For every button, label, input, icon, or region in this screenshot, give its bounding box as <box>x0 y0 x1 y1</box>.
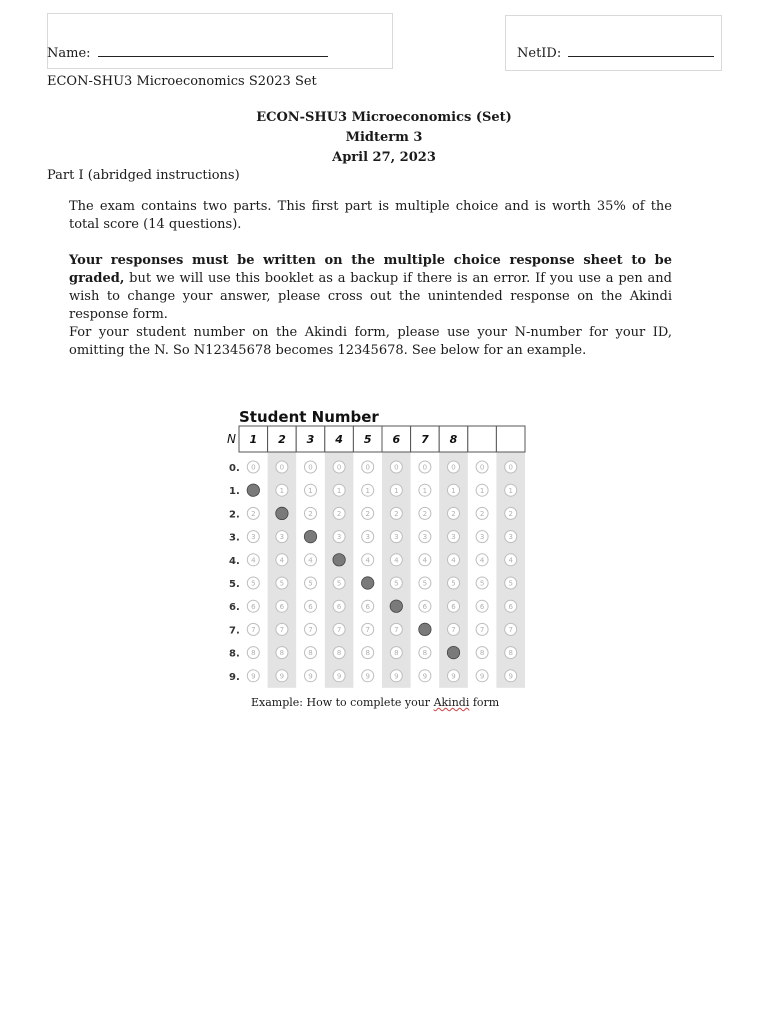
bubble-digit: 5 <box>394 579 399 588</box>
paragraph-parts: The exam contains two parts. This first part is multiple choice and is worth 35% of the total score (14 questions). <box>69 199 672 232</box>
bubble-digit: 0 <box>479 463 485 472</box>
bubble-digit: 4 <box>508 556 513 565</box>
header-digit: 3 <box>306 433 315 446</box>
header-box <box>468 426 497 452</box>
netid-blank <box>568 44 714 57</box>
header-digit: 4 <box>335 433 343 446</box>
row-label: 3. <box>229 532 240 544</box>
bubble-digit: 6 <box>479 602 485 611</box>
bubble-digit: 1 <box>508 486 513 495</box>
bubble-digit: 2 <box>308 510 313 518</box>
bubble-digit: 7 <box>308 626 313 634</box>
bubble-digit: 0 <box>394 463 399 472</box>
bubble-digit: 6 <box>508 602 513 611</box>
bubble-digit: 6 <box>336 602 342 611</box>
bubble-digit: 2 <box>394 510 399 518</box>
bubble-digit: 2 <box>365 510 370 518</box>
bubble-digit: 3 <box>479 533 485 542</box>
bubble-digit: 1 <box>308 486 313 495</box>
bubble-digit: 9 <box>365 672 370 681</box>
bubble-digit: 5 <box>279 579 285 588</box>
bubble-digit: 0 <box>308 463 313 472</box>
bubble-digit: 3 <box>279 533 285 542</box>
bubble-digit: 7 <box>394 626 399 634</box>
header-digit: 1 <box>249 433 258 446</box>
header-digit: 5 <box>363 433 372 446</box>
bubble-digit: 3 <box>394 533 399 542</box>
caption-text-after: form <box>469 696 500 709</box>
name-field[interactable] <box>47 44 328 61</box>
bubble-digit: 2 <box>422 510 428 518</box>
bubble-digit: 8 <box>479 649 485 658</box>
filled-bubble <box>276 507 288 519</box>
bubble-digit: 6 <box>365 602 370 611</box>
header-digit: 2 <box>278 433 286 446</box>
bubble-digit: 2 <box>508 510 513 518</box>
bubble-digit: 1 <box>394 486 399 495</box>
netid-label: NetID: <box>517 46 562 61</box>
bubble-digit: 8 <box>279 649 285 658</box>
row-label: 1. <box>229 486 240 498</box>
paragraph-student-number: For your student number on the Akindi form, please use your N-number for your ID, omitting the N. So N12345678 becomes 12345678. See below for an example. <box>69 325 672 358</box>
bubble-digit: 7 <box>365 626 370 634</box>
bubble-digit: 2 <box>479 510 485 518</box>
bubble-digit: 4 <box>394 556 399 565</box>
bubble-digit: 4 <box>365 556 370 565</box>
bubble-digit: 3 <box>365 533 370 542</box>
bubble-digit: 6 <box>308 602 313 611</box>
exam-title-line1: ECON-SHU3 Microeconomics (Set) <box>256 110 512 125</box>
bubble-digit: 6 <box>279 602 285 611</box>
bubble-digit: 8 <box>508 649 513 658</box>
form-prefix-label: N <box>227 432 236 446</box>
bubble-digit: 1 <box>365 486 370 495</box>
bubble-digit: 7 <box>251 626 256 634</box>
bubble-digit: 5 <box>479 579 485 588</box>
bubble-digit: 6 <box>451 602 456 611</box>
bubble-digit: 5 <box>336 579 342 588</box>
bubble-digit: 7 <box>451 626 456 634</box>
bubble-digit: 2 <box>336 510 342 518</box>
bubble-digit: 5 <box>251 579 256 588</box>
bubble-digit: 4 <box>308 556 313 565</box>
responses-rest-text: but we will use this booklet as a backup if there is an error. If you use a pen and wish to change your answer, please cross out the unintended response on the Akindi response form. <box>69 271 672 322</box>
netid-field[interactable] <box>517 44 714 61</box>
bubble-digit: 5 <box>308 579 313 588</box>
course-line: ECON-SHU3 Microeconomics S2023 Set <box>47 74 317 89</box>
bubble-digit: 0 <box>451 463 456 472</box>
bubble-digit: 9 <box>308 672 313 681</box>
bubble-digit: 5 <box>422 579 428 588</box>
header-box <box>496 426 525 452</box>
bubble-digit: 1 <box>479 486 485 495</box>
bubble-digit: 0 <box>365 463 370 472</box>
bubble-digit: 8 <box>251 649 256 658</box>
bubble-digit: 3 <box>422 533 428 542</box>
bubble-digit: 7 <box>508 626 513 634</box>
bubble-digit: 8 <box>336 649 342 658</box>
header-digit: 6 <box>392 433 401 446</box>
bubble-digit: 1 <box>422 486 428 495</box>
bubble-digit: 3 <box>508 533 513 542</box>
bubble-digit: 4 <box>451 556 456 565</box>
bubble-digit: 9 <box>508 672 513 681</box>
filled-bubble <box>447 646 459 658</box>
header-digit: 8 <box>449 433 458 446</box>
row-label: 2. <box>229 509 240 521</box>
bubble-digit: 8 <box>422 649 428 658</box>
bubble-digit: 9 <box>422 672 428 681</box>
bubble-digit: 0 <box>336 463 342 472</box>
form-heading: Student Number <box>239 408 379 426</box>
bubble-digit: 9 <box>479 672 485 681</box>
filled-bubble <box>419 623 431 635</box>
bubble-digit: 6 <box>422 602 428 611</box>
netid-box <box>505 15 722 71</box>
row-label: 7. <box>229 625 240 637</box>
bubble-digit: 0 <box>251 463 256 472</box>
row-label: 8. <box>229 648 240 660</box>
row-label: 0. <box>229 463 240 474</box>
bubble-digit: 3 <box>251 533 256 542</box>
bubble-digit: 0 <box>279 463 285 472</box>
bubble-digit: 8 <box>365 649 370 658</box>
bubble-digit: 1 <box>451 486 456 495</box>
filled-bubble <box>333 554 345 566</box>
bubble-digit: 1 <box>279 486 285 495</box>
row-label: 5. <box>229 579 240 590</box>
bubble-digit: 2 <box>451 510 456 518</box>
caption-text-before: Example: How to complete your <box>251 696 434 709</box>
filled-bubble <box>247 484 259 496</box>
bubble-digit: 8 <box>394 649 399 658</box>
bubble-digit: 7 <box>336 626 342 634</box>
part-label: Part I (abridged instructions) <box>47 168 240 183</box>
bubble-digit: 4 <box>279 556 285 565</box>
filled-bubble <box>390 600 402 612</box>
bubble-digit: 9 <box>451 672 456 681</box>
row-label: 6. <box>229 602 240 614</box>
bubble-digit: 9 <box>251 672 256 681</box>
bubble-digit: 9 <box>336 672 342 681</box>
bubble-digit: 3 <box>336 533 342 542</box>
exam-title-line2: Midterm 3 <box>345 130 423 145</box>
header-digit: 7 <box>421 433 429 446</box>
bubble-digit: 2 <box>251 510 256 518</box>
bubble-digit: 5 <box>451 579 456 588</box>
bubble-digit: 4 <box>251 556 256 565</box>
form-caption <box>251 696 499 709</box>
paragraph-responses <box>69 252 672 324</box>
row-label: 9. <box>229 671 240 683</box>
bubble-digit: 7 <box>279 626 285 634</box>
bubble-digit: 9 <box>279 672 285 681</box>
row-label: 4. <box>229 555 240 567</box>
bubble-digit: 1 <box>336 486 342 495</box>
bubble-digit: 6 <box>251 602 256 611</box>
bubble-digit: 5 <box>508 579 513 588</box>
bubble-digit: 0 <box>422 463 428 472</box>
bubble-digit: 4 <box>479 556 485 565</box>
student-number-grid <box>220 405 530 690</box>
bubble-digit: 8 <box>308 649 313 658</box>
name-blank <box>98 44 328 57</box>
bubble-digit: 0 <box>508 463 513 472</box>
caption-akindi-word: Akindi <box>433 696 470 709</box>
filled-bubble <box>362 577 374 589</box>
exam-title-line3: April 27, 2023 <box>332 150 436 165</box>
bubble-digit: 3 <box>451 533 456 542</box>
filled-bubble <box>304 530 316 542</box>
name-label: Name: <box>47 46 91 61</box>
bubble-digit: 9 <box>394 672 399 681</box>
bubble-digit: 7 <box>479 626 485 634</box>
responses-bold-text: Your responses must be written on the multiple choice response sheet to be graded, <box>69 253 672 286</box>
bubble-digit: 4 <box>422 556 428 565</box>
student-number-form-example <box>220 405 530 690</box>
